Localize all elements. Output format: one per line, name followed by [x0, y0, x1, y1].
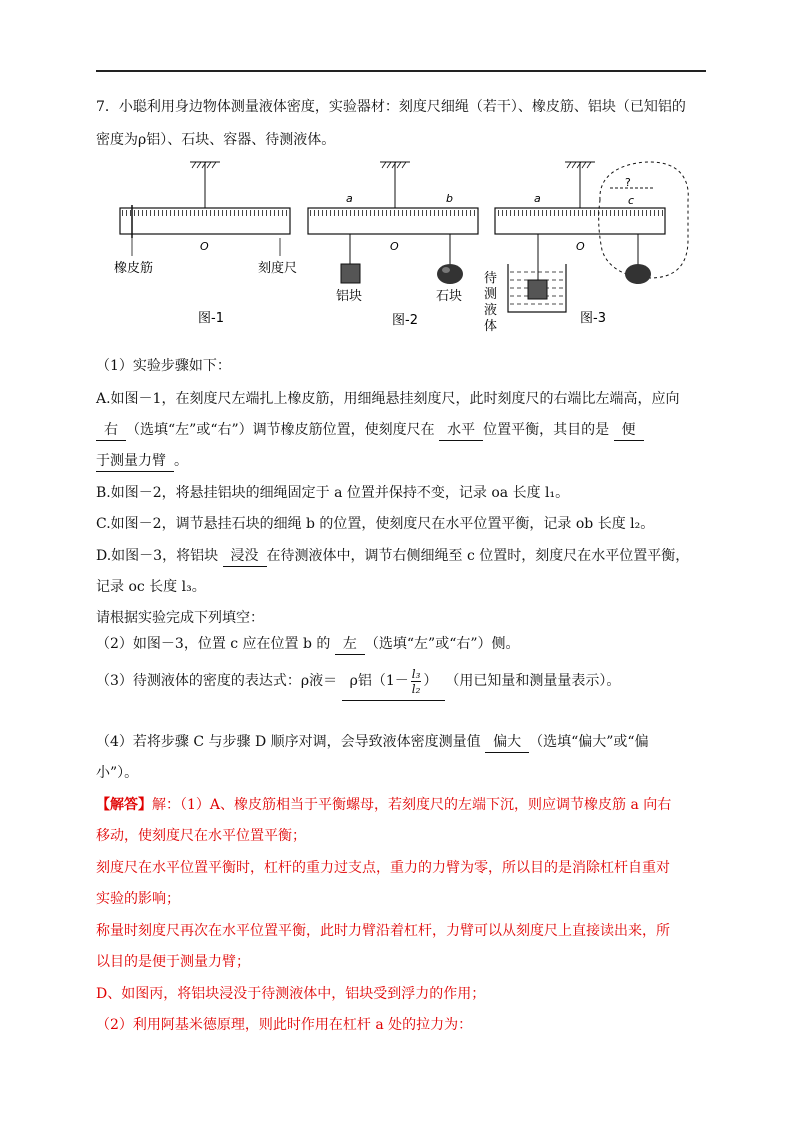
step-d-line-2: 记录 oc 长度 l₃。 [96, 579, 206, 595]
step-a-end: 。 [174, 453, 188, 469]
q4-post: （选填“偏大”或“偏 [529, 734, 649, 750]
fig2-o-label: O [390, 240, 399, 253]
question-4-line-2: 小”）。 [96, 765, 139, 781]
experiment-figures [110, 160, 690, 340]
step-d-pre: D.如图－3，将铝块 [96, 548, 219, 564]
solution-line-3: 刻度尺在水平位置平衡时，杠杆的重力过支点，重力的力臂为零，所以目的是消除杠杆自重对 [96, 860, 670, 876]
step-d-line-1 [96, 546, 689, 567]
q4-pre: （4）若将步骤 C 与步骤 D 顺序对调，会导致液体密度测量值 [96, 734, 481, 750]
solution-line-7: D、如图丙，将铝块浸没于待测液体中，铝块受到浮力的作用； [96, 986, 486, 1002]
solution-line-4: 实验的影响； [96, 891, 180, 907]
q3-pre: （3）待测液体的密度的表达式：ρ液＝ [96, 673, 338, 689]
fig3-liquid-char-1: 待 [484, 271, 498, 286]
fig3-aluminum-block [528, 280, 547, 299]
answer-immerse: 浸没 [223, 546, 267, 567]
answer-horizontal: 水平 [439, 420, 483, 441]
fig3-o-label: O [576, 240, 585, 253]
question-3 [96, 662, 620, 701]
fig3-c-label: c [628, 194, 635, 207]
step-a-mid2: 位置平衡，其目的是 [483, 422, 610, 438]
fig3-stone [625, 264, 651, 284]
fig1-rubber-label: 橡皮筋 [114, 261, 154, 276]
question-line-2: 密度为ρ铝）、石块、容器、待测液体。 [96, 132, 336, 148]
step-a-line-2 [96, 420, 644, 441]
fig2-stone-label: 石块 [436, 289, 463, 304]
q2-pre: （2）如图－3，位置 c 应在位置 b 的 [96, 636, 331, 652]
fig2-b-label: b [446, 192, 453, 205]
q3-ans-pre: ρ铝（1－ [349, 673, 409, 689]
figure-1 [114, 162, 297, 326]
question-line-1: 7．小聪利用身边物体测量液体密度，实验器材：刻度尺细绳（若干）、橡皮筋、铝块（已知铝的 [96, 99, 686, 115]
question-2 [96, 634, 520, 655]
fig1-caption: 图-1 [198, 311, 224, 326]
fraction-numerator: l₃ [411, 666, 421, 681]
q2-post: （选填“左”或“右”）侧。 [364, 636, 520, 652]
step-c: C.如图－2，调节悬挂石块的细绳 b 的位置，使刻度尺在水平位置平衡，记录 ob 长度 l₂。 [96, 516, 655, 532]
answer-purpose-1: 便 [614, 420, 644, 441]
question-4-line-1 [96, 732, 649, 753]
fig2-a-label: a [346, 192, 353, 205]
step-b: B.如图－2，将悬挂铝块的细绳固定于 a 位置并保持不变，记录 oa 长度 l₁。 [96, 485, 570, 501]
step-a-mid: （选填“左”或“右”）调节橡皮筋位置，使刻度尺在 [126, 422, 435, 438]
fig2-al-label: 铝块 [336, 289, 363, 304]
fig2-caption: 图-2 [392, 313, 418, 328]
fig1-ruler-label: 刻度尺 [258, 261, 298, 276]
solution-line-1 [96, 795, 671, 815]
fraction-denominator: l₂ [411, 681, 421, 696]
fill-intro: 请根据实验完成下列填空： [96, 610, 264, 626]
stone [437, 264, 463, 284]
step-a-line-3 [96, 451, 188, 472]
solution-line-6: 以目的是便于测量力臂； [96, 954, 250, 970]
figure-2 [308, 162, 478, 328]
solution-tag: 【解答】 [96, 797, 152, 813]
answer-density-expression [342, 662, 446, 701]
fig3-caption: 图-3 [580, 311, 606, 326]
solution-line-5: 称量时刻度尺再次在水平位置平衡，此时力臂沿着杠杆，力臂可以从刻度尺上直接读出来，所 [96, 923, 670, 939]
solution-line-8: （2）利用阿基米德原理，则此时作用在杠杆 a 处的拉力为： [96, 1017, 473, 1033]
solution-line-2: 移动，使刻度尺在水平位置平衡； [96, 828, 306, 844]
header-rule [96, 70, 706, 72]
fig1-o-label: O [200, 240, 209, 253]
fig3-liquid-char-2: 测 [484, 287, 498, 302]
steps-intro: （1）实验步骤如下： [96, 358, 231, 374]
answer-left: 左 [335, 634, 365, 655]
figure-3 [484, 162, 688, 334]
q3-post: （用已知量和测量量表示）。 [445, 673, 621, 689]
answer-right: 右 [96, 420, 126, 441]
answer-purpose-2: 于测量力臂 [96, 451, 174, 472]
step-d-post: 在待测液体中，调节右侧细绳至 c 位置时，刻度尺在水平位置平衡， [266, 548, 690, 564]
fig3-liquid-char-4: 体 [484, 319, 498, 334]
fig3-q-label: ? [625, 176, 631, 189]
aluminum-block [341, 264, 360, 283]
fig3-a-label: a [534, 192, 541, 205]
fraction [411, 667, 422, 696]
solution-text-1: 解：（1）A、橡皮筋相当于平衡螺母，若刻度尺的左端下沉，则应调节橡皮筋 a 向右 [152, 797, 672, 813]
fig3-liquid-char-3: 液 [484, 303, 498, 318]
step-a-line-1: A.如图－1，在刻度尺左端扎上橡皮筋，用细绳悬挂刻度尺，此时刻度尺的右端比左端高，应向 [96, 391, 680, 407]
answer-larger: 偏大 [485, 732, 529, 753]
q3-ans-post: ） [423, 673, 438, 689]
